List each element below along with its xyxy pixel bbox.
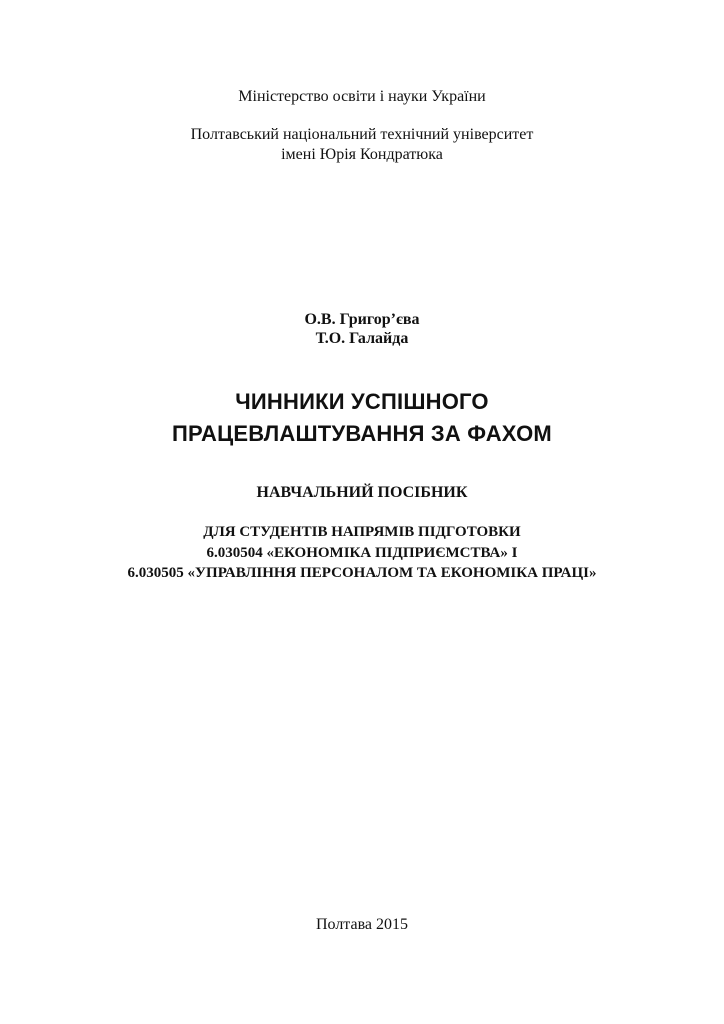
audience-line-3: 6.030505 «УПРАВЛІННЯ ПЕРСОНАЛОМ ТА ЕКОНОМІКА ПРАЦІ» (127, 565, 597, 581)
author-1: О.В. Григор’єва (304, 311, 420, 328)
audience-line-1: ДЛЯ СТУДЕНТІВ НАПРЯМІВ ПІДГОТОВКИ (203, 524, 521, 540)
university-name-line-1: Полтавський національний технічний університет (190, 126, 534, 143)
document-subtitle: НАВЧАЛЬНИЙ ПОСІБНИК (256, 484, 468, 501)
document-title-line-1: ЧИННИКИ УСПІШНОГО (235, 389, 489, 414)
author-2: Т.О. Галайда (315, 330, 409, 347)
document-title-line-2: ПРАЦЕВЛАШТУВАННЯ ЗА ФАХОМ (172, 421, 552, 446)
ministry-name: Міністерство освіти і науки України (238, 88, 486, 105)
university-name-line-2: імені Юрія Кондратюка (281, 146, 443, 163)
audience-line-2: 6.030504 «ЕКОНОМІКА ПІДПРИЄМСТВА» І (206, 545, 518, 561)
place-and-year: Полтава 2015 (315, 916, 409, 933)
